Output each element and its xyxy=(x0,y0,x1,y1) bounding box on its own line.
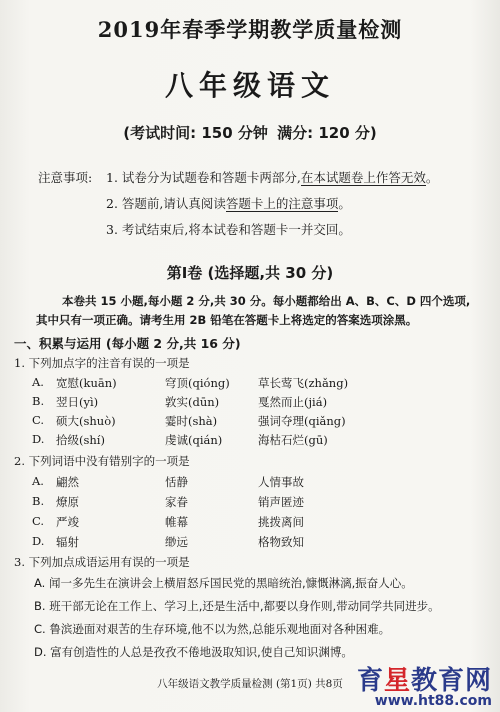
question-1-stem: 1. 下列加点字的注音有误的一项是 xyxy=(14,356,190,370)
notice-row xyxy=(38,217,478,243)
question-3-stem: 3. 下列加点成语运用有误的一项是 xyxy=(14,555,190,569)
question-3-option-b: B. 班干部无论在工作上、学习上,还是生活中,都要以身作则,带动同学共同进步。 xyxy=(34,599,440,613)
option-letter: D. xyxy=(32,432,45,446)
option-word: 辐射 xyxy=(56,535,79,549)
option-letter: B. xyxy=(32,494,45,508)
option-letter: B. xyxy=(32,394,45,408)
page-footer: 八年级语文教学质量检测 (第1页) 共8页 xyxy=(157,678,343,690)
option-word: 缈远 xyxy=(165,535,188,549)
option-word: 帷幕 xyxy=(165,515,188,529)
option-letter: D. xyxy=(32,534,45,548)
section-intro: 本卷共 15 小题,每小题 2 分,共 30 分。每小题都给出 A、B、C、D 四个选项,其中只有一项正确。请考生用 2B 铅笔在答题卡上将选定的答案选项涂黑。 xyxy=(36,294,471,327)
exam-info xyxy=(0,122,500,143)
option-word: 草长莺飞(zhǎng) xyxy=(258,376,349,390)
option-word: 硕大(shuò) xyxy=(56,414,116,428)
option-word: 宽慰(kuān) xyxy=(56,376,117,390)
option-word: 戛然而止(jiá) xyxy=(258,395,328,409)
section-title: 第Ⅰ卷 (选择题,共 30 分) xyxy=(166,264,334,282)
option-word: 敦实(dūn) xyxy=(165,395,220,409)
option-word: 销声匿迹 xyxy=(258,495,304,509)
option-word: 家眷 xyxy=(165,495,188,509)
notice-item-text: 1. 试卷分为试题卷和答题卡两部分, xyxy=(106,170,301,185)
question-3-option-a: A. 闻一多先生在演讲会上横眉怒斥国民党的黑暗统治,慷慨淋漓,振奋人心。 xyxy=(34,576,413,590)
question-3-option-d: D. 富有创造性的人总是孜孜不倦地汲取知识,使自己知识渊博。 xyxy=(34,645,353,659)
question-3-option-c: C. 鲁滨逊面对艰苦的生存环境,他不以为然,总能乐观地面对各种困难。 xyxy=(34,622,391,636)
option-word: 燎原 xyxy=(56,495,79,509)
option-letter: A. xyxy=(32,375,44,389)
option-word: 恬静 xyxy=(165,475,188,489)
option-word: 格物致知 xyxy=(258,535,304,549)
exam-title: 2019年春季学期教学质量检测 xyxy=(97,17,403,42)
notice-item-text: 。 xyxy=(425,170,439,185)
notice-block xyxy=(38,165,478,243)
question-2-stem: 2. 下列词语中没有错别字的一项是 xyxy=(14,454,190,468)
option-word: 海枯石烂(gū) xyxy=(258,433,328,447)
notice-row xyxy=(38,165,478,191)
option-word: 挑拨离间 xyxy=(258,515,304,529)
option-word: 翌日(yì) xyxy=(56,395,99,409)
option-letter: C. xyxy=(32,413,45,427)
notice-row xyxy=(38,191,478,217)
option-word: 霎时(shà) xyxy=(165,414,218,428)
watermark-name xyxy=(357,660,492,697)
notice-item-underline: 在本试题卷上作答无效 xyxy=(300,170,426,185)
notice-item-underline: 答题卡上的注意事项 xyxy=(225,196,339,211)
exam-time: (考试时间: 150 分钟 xyxy=(123,124,268,142)
exam-score: 满分: 120 分) xyxy=(277,124,377,142)
notice-item-text: 2. 答题前,请认真阅读 xyxy=(106,196,226,211)
option-word: 人情事故 xyxy=(258,475,304,489)
part-title: 一、积累与运用 (每小题 2 分,共 16 分) xyxy=(14,336,241,351)
option-word: 翩然 xyxy=(56,475,79,489)
option-letter: A. xyxy=(32,474,44,488)
subject-title: 八年级语文 xyxy=(164,69,335,102)
notice-item-text: 3. 考试结束后,将本试卷和答题卡一并交回。 xyxy=(106,222,351,237)
option-word: 拾级(shí) xyxy=(56,433,105,447)
watermark-char: 育 xyxy=(356,666,384,696)
option-word: 虔诚(qián) xyxy=(165,433,223,447)
notice-label: 注意事项: xyxy=(38,170,93,185)
watermark-url: www.ht88.com xyxy=(374,693,492,709)
watermark-logo xyxy=(357,660,492,709)
notice-item-text: 。 xyxy=(338,196,351,211)
option-word: 穹顶(qióng) xyxy=(165,376,230,390)
option-letter: C. xyxy=(32,514,45,528)
watermark-char: 教育网 xyxy=(410,666,492,696)
watermark-star-char: 星 xyxy=(383,666,411,696)
option-word: 严竣 xyxy=(56,515,79,529)
option-word: 强词夺理(qiǎng) xyxy=(258,414,346,428)
